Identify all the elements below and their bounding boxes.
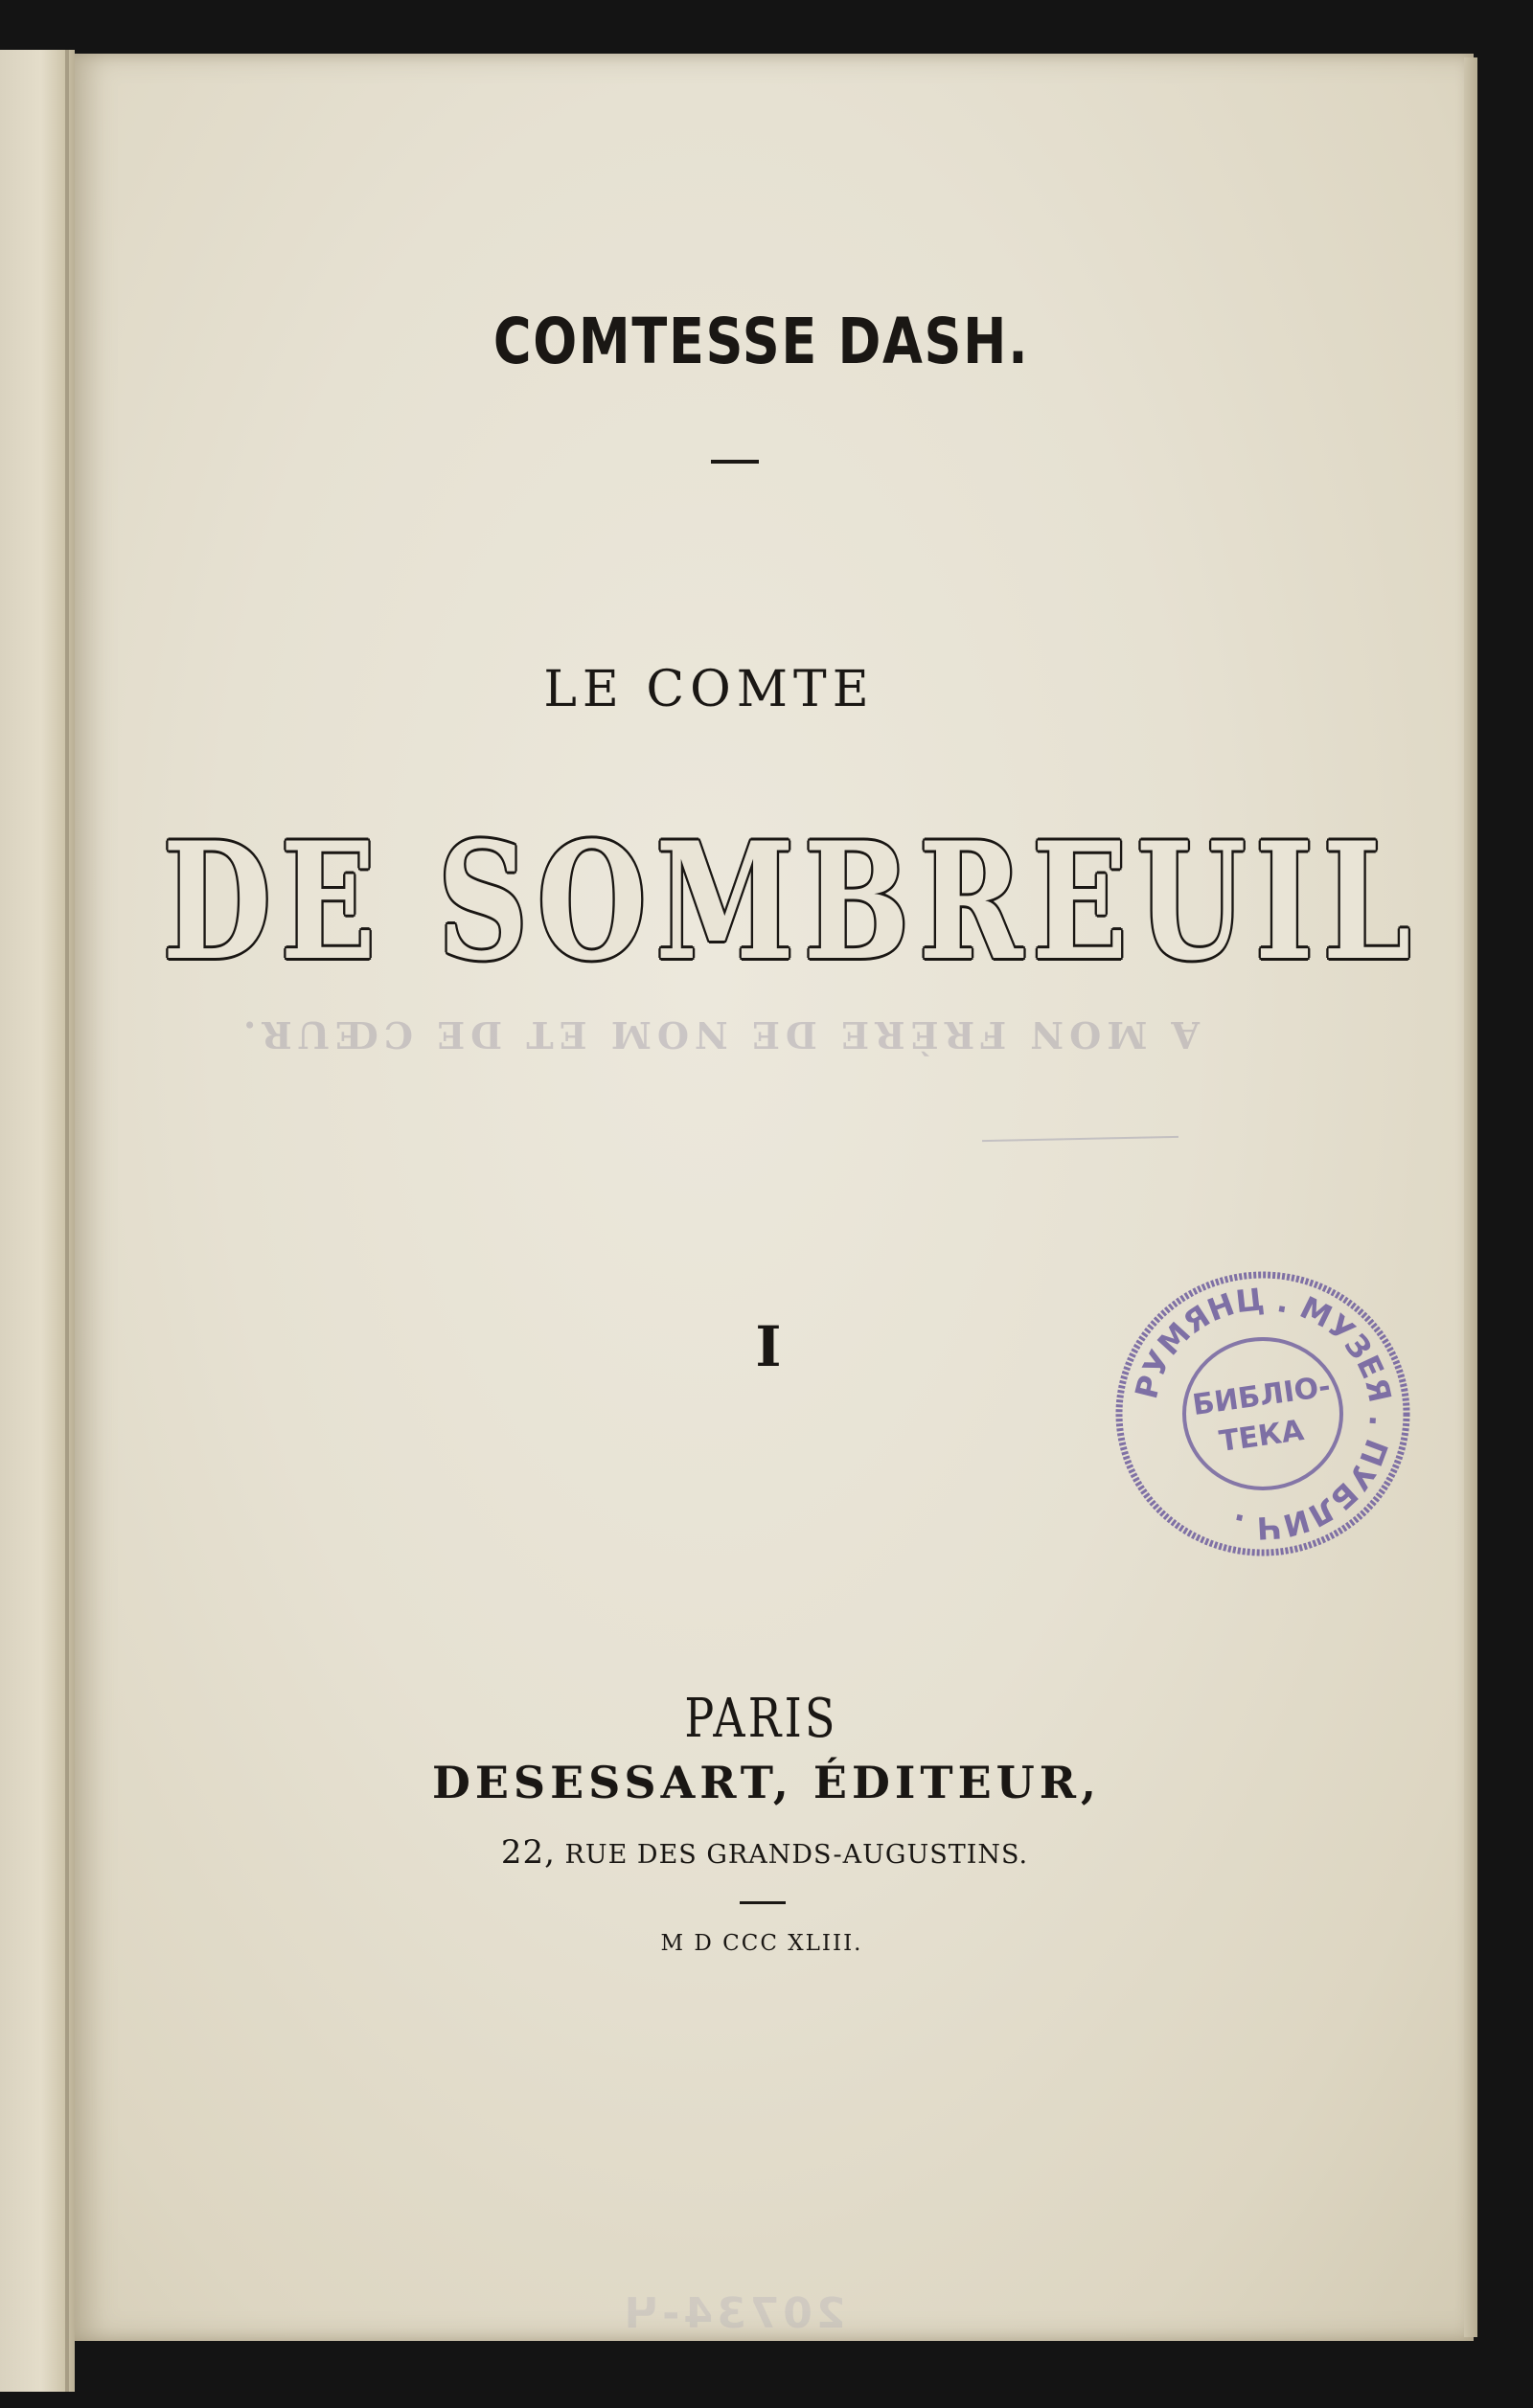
author-name: COMTESSE DASH. <box>492 305 1030 378</box>
subtitle: LE COMTE <box>543 661 875 718</box>
stamp-center-line-2: ТЕКА <box>1217 1414 1307 1460</box>
library-stamp <box>1113 1269 1412 1558</box>
imprint-rule <box>740 1901 786 1904</box>
imprint-city: PARIS <box>684 1688 838 1750</box>
separator-rule <box>711 460 759 464</box>
volume-number: I <box>755 1314 782 1379</box>
address-street: RUE DES GRANDS-AUGUSTINS. <box>564 1840 1029 1870</box>
address-number: 22, <box>500 1833 556 1872</box>
imprint-address <box>0 1833 1531 1872</box>
book-title-text: DE SOMBREUIL <box>162 806 1420 996</box>
bleed-through-shelfmark: 20734-Ч <box>620 2289 846 2338</box>
facing-page-edge <box>0 50 75 2392</box>
publication-year: M D CCC XLIII. <box>660 1931 863 1956</box>
stamp-ring-text: РУМЯНЦ . МУЗЕЯ . ПУБЛИЧ . <box>1128 1281 1400 1547</box>
imprint-publisher: DESESSART, ÉDITEUR, <box>431 1757 1102 1808</box>
book-title <box>162 806 1420 996</box>
binding-fold <box>65 50 69 2392</box>
title-page <box>75 54 1474 2341</box>
stamp-center-line-1: БИБЛІО- <box>1190 1370 1333 1423</box>
page-fore-edge <box>1464 57 1477 2337</box>
bleed-through-dedication: A MON FRÈRE DE NOM ET DE CŒUR. <box>237 1013 1201 1056</box>
